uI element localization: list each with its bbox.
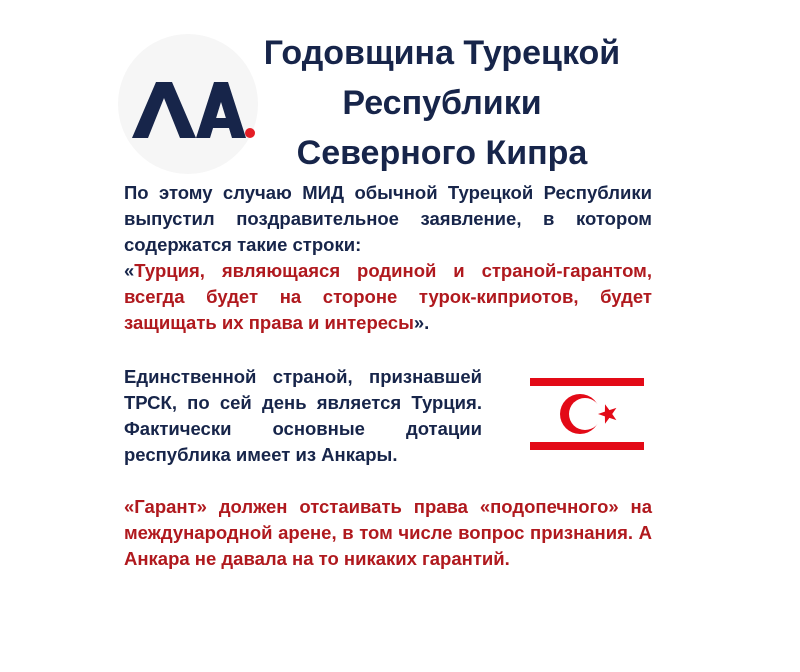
statement-quote: Турция, являющаяся родиной и страной-гарантом, всегда будет на стороне турок-киприотов, будет защищать их права и интересы: [124, 260, 652, 333]
va-logo: [118, 34, 258, 174]
page-title: [262, 28, 622, 178]
trnc-flag: [530, 370, 644, 456]
paragraph-guarantor: «Гарант» должен отстаивать права «подопечного» на международной арене, в том числе вопрос признания. А Анкара не давала на то никаких гарантий.: [124, 496, 652, 569]
va-logo-icon: [118, 34, 258, 174]
quote-open-mark: «: [124, 260, 135, 281]
title-line-3: Северного Кипра: [296, 134, 588, 172]
paragraph-statement: [124, 180, 652, 336]
title-line-1: Годовщина Турецкой: [263, 34, 621, 72]
quote-close-mark: ».: [413, 312, 430, 333]
title-line-2: Республики: [342, 84, 542, 122]
paragraph-recognition: Единственной страной, признавшей ТРСК, по сей день является Турция. Фактически основные дотации республика имеет из Анкары.: [124, 366, 482, 465]
statement-intro: По этому случаю МИД обычной Турецкой Республики выпустил поздравительное заявление, в котором содержатся такие строки:: [124, 182, 652, 255]
trnc-flag-icon: [530, 370, 644, 456]
